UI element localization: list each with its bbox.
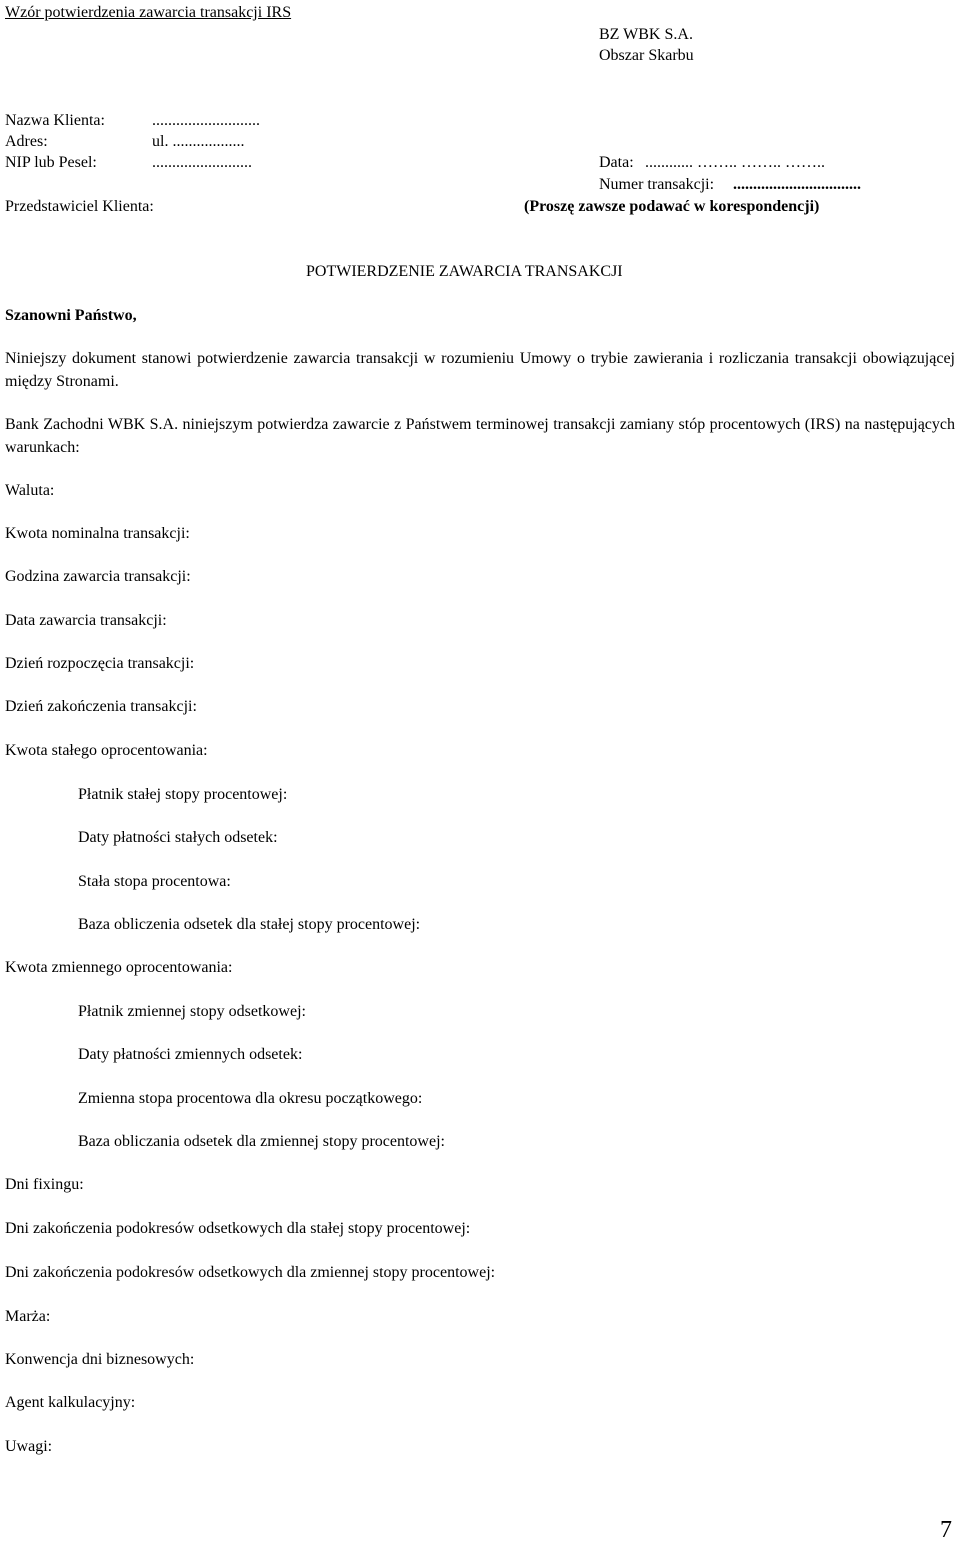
bank-area: Obszar Skarbu [599,47,694,64]
field-marza: Marża: [5,1308,51,1325]
field-data-zawarcia: Data zawarcia transakcji: [5,612,167,629]
transaction-number-value: ................................ [733,176,861,193]
field-dzien-zakonczenia: Dzień zakończenia transakcji: [5,698,197,715]
field-waluta: Waluta: [5,482,55,499]
transaction-number-label: Numer transakcji: [599,176,715,193]
salutation: Szanowni Państwo, [5,307,137,324]
field-platnik-stalej: Płatnik stałej stopy procentowej: [78,786,288,803]
page-number: 7 [940,1517,952,1543]
field-daty-zmiennych: Daty płatności zmiennych odsetek: [78,1046,303,1063]
terms-paragraph: Bank Zachodni WBK S.A. niniejszym potwierdza zawarcie z Państwem terminowej transakcji zamiany stóp procentowych (IRS) na następujących warunkach: [5,416,955,456]
field-dzien-rozpoczecia: Dzień rozpoczęcia transakcji: [5,655,195,672]
field-godzina-zawarcia: Godzina zawarcia transakcji: [5,568,191,585]
confirmation-title: POTWIERDZENIE ZAWARCIA TRANSAKCJI [306,263,623,280]
date-value: ............ …….. …….. …….. [645,154,825,171]
client-name-value: ........................... [152,112,260,129]
field-baza-stalej: Baza obliczenia odsetek dla stałej stopy procentowej: [78,916,421,933]
client-address-label: Adres: [5,133,48,150]
field-daty-stalych: Daty płatności stałych odsetek: [78,829,278,846]
client-id-label: NIP lub Pesel: [5,154,97,171]
field-kwota-stalego: Kwota stałego oprocentowania: [5,742,208,759]
bank-name: BZ WBK S.A. [599,26,693,43]
document-title: Wzór potwierdzenia zawarcia transakcji IRS [5,4,292,21]
client-address-value: ul. .................. [152,133,245,150]
field-kwota-zmiennego: Kwota zmiennego oprocentowania: [5,959,233,976]
field-kwota-nominalna: Kwota nominalna transakcji: [5,525,190,542]
field-baza-zmiennej: Baza obliczania odsetek dla zmiennej stopy procentowej: [78,1133,445,1150]
field-dni-podokresow-stalej: Dni zakończenia podokresów odsetkowych dla stałej stopy procentowej: [5,1220,471,1237]
client-name-label: Nazwa Klienta: [5,112,105,129]
field-dni-podokresow-zmiennej: Dni zakończenia podokresów odsetkowych dla zmiennej stopy procentowej: [5,1264,496,1281]
client-representative-label: Przedstawiciel Klienta: [5,198,154,215]
field-uwagi: Uwagi: [5,1438,53,1455]
date-label: Data: [599,154,634,171]
field-dni-fixingu: Dni fixingu: [5,1176,84,1193]
field-zmienna-stopa: Zmienna stopa procentowa dla okresu początkowego: [78,1090,423,1107]
client-id-value: ......................... [152,154,252,171]
field-platnik-zmiennej: Płatnik zmiennej stopy odsetkowej: [78,1003,306,1020]
transaction-number-note: (Proszę zawsze podawać w korespondencji) [524,198,820,215]
field-stala-stopa: Stała stopa procentowa: [78,873,231,890]
field-agent: Agent kalkulacyjny: [5,1394,136,1411]
intro-paragraph: Niniejszy dokument stanowi potwierdzenie zawarcia transakcji w rozumieniu Umowy o trybie zawierania i rozliczania transakcji obowiązującej między Stronami. [5,350,955,390]
field-konwencja: Konwencja dni biznesowych: [5,1351,195,1368]
